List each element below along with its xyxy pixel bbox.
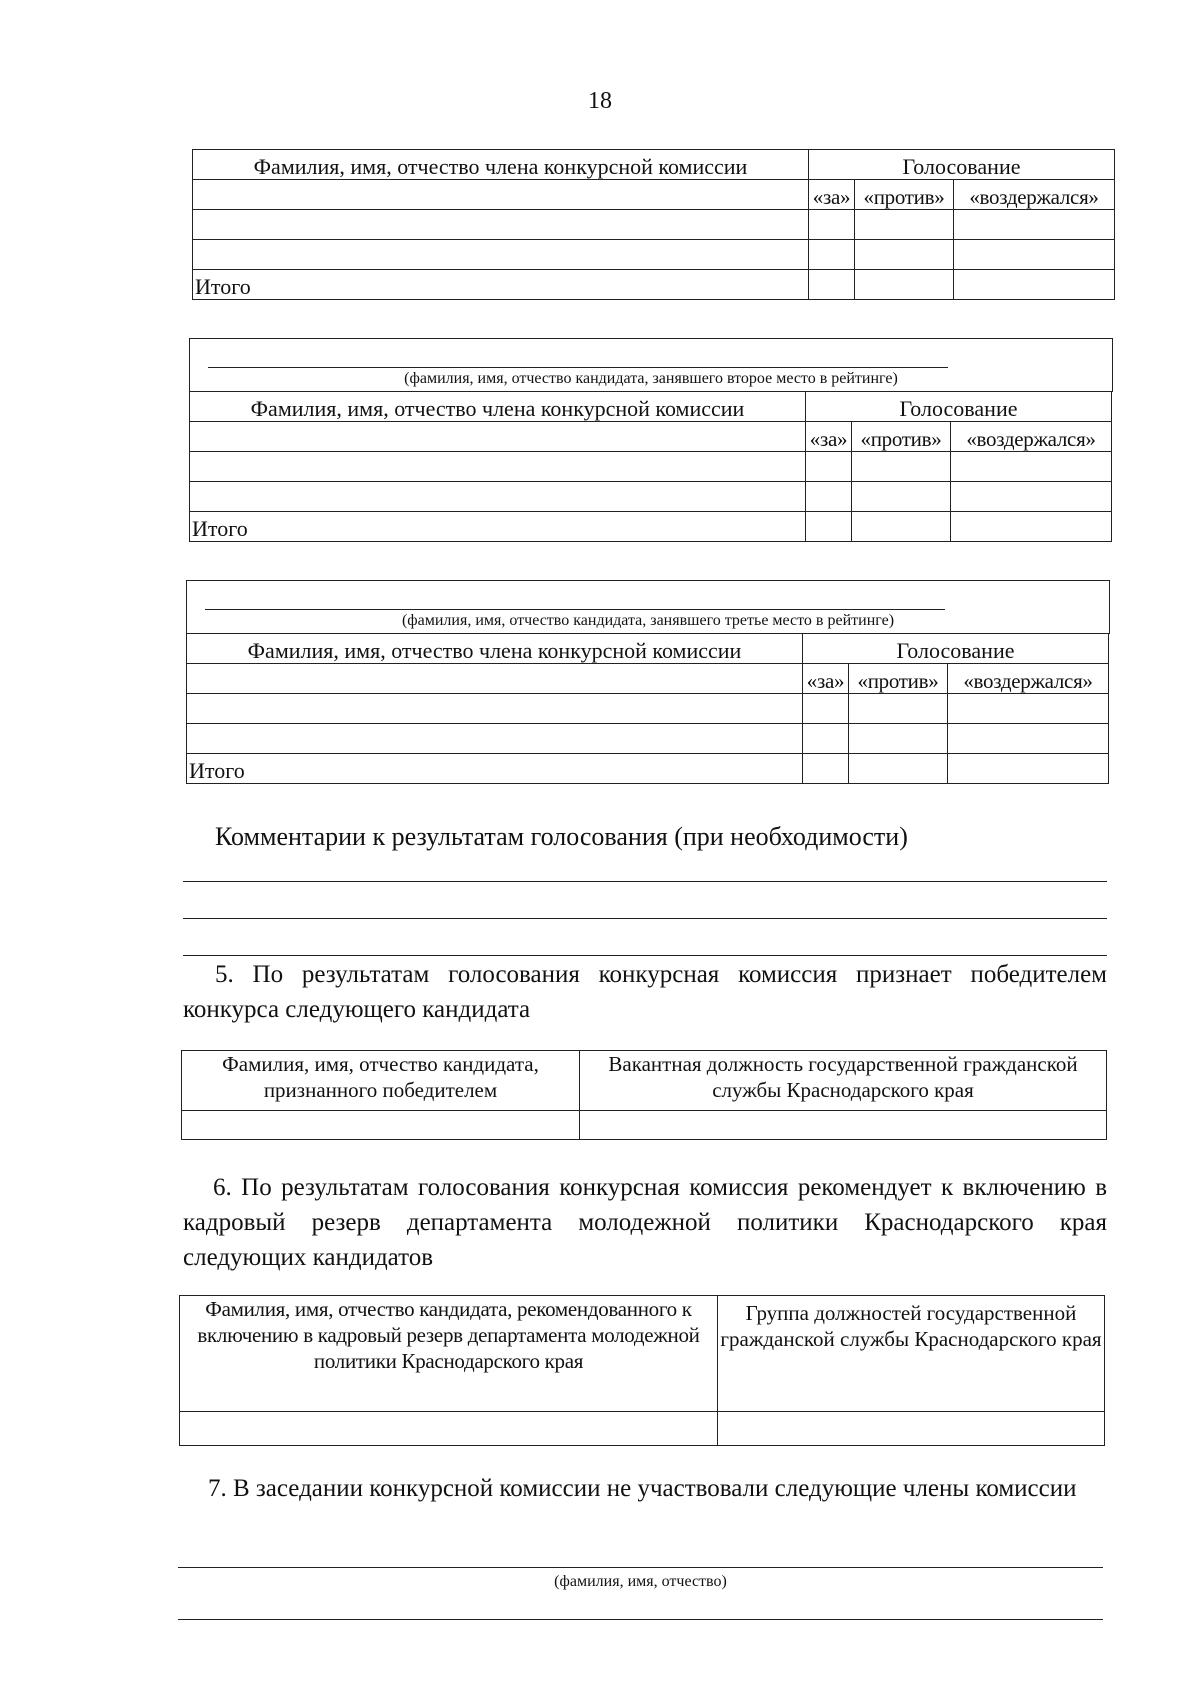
absent-member-caption: (фамилия, имя, отчество) bbox=[554, 1573, 727, 1590]
absent-member-line bbox=[178, 1567, 1103, 1568]
comment-line bbox=[183, 918, 1107, 919]
header-voting: Голосование bbox=[809, 150, 1115, 180]
total-label: Итого bbox=[193, 270, 809, 300]
table-row bbox=[187, 694, 1109, 724]
table-row bbox=[193, 210, 1115, 240]
candidate-caption: (фамилия, имя, отчество кандидата, занявшего второе место в рейтинге) bbox=[404, 370, 898, 387]
col-against: «против» bbox=[855, 180, 954, 210]
col-against: «против» bbox=[849, 664, 948, 694]
absent-member-line bbox=[178, 1619, 1103, 1620]
header-voting: Голосование bbox=[803, 634, 1109, 664]
candidate-third-frame bbox=[186, 580, 1110, 634]
vote-table-third bbox=[186, 633, 1109, 784]
col-for: «за» bbox=[809, 180, 855, 210]
candidate-name-line bbox=[205, 609, 945, 610]
total-label: Итого bbox=[190, 512, 806, 542]
winner-name-header: Фамилия, имя, отчество кандидата, признанного победителем bbox=[182, 1051, 580, 1111]
col-abstain: «воздержался» bbox=[951, 422, 1112, 452]
member-cell bbox=[193, 180, 809, 210]
col-abstain: «воздержался» bbox=[948, 664, 1109, 694]
section-5-text: 5. По результатам голосования конкурсная комиссия признает победителем конкурса следующего кандидата bbox=[183, 961, 1107, 1023]
table-row bbox=[180, 1412, 1105, 1446]
candidate-caption: (фамилия, имя, отчество кандидата, занявшего третье место в рейтинге) bbox=[401, 612, 895, 629]
col-abstain: «воздержался» bbox=[954, 180, 1115, 210]
member-cell bbox=[190, 422, 806, 452]
candidate-second-frame bbox=[189, 338, 1113, 392]
comment-line bbox=[183, 881, 1107, 882]
vacant-position-header: Вакантная должность государственной гражданской службы Краснодарского края bbox=[580, 1051, 1107, 1111]
col-for: «за» bbox=[806, 422, 852, 452]
col-for: «за» bbox=[803, 664, 849, 694]
header-member: Фамилия, имя, отчество члена конкурсной комиссии bbox=[193, 150, 809, 180]
table-row bbox=[190, 452, 1112, 482]
vote-table-second bbox=[189, 391, 1112, 542]
col-against: «против» bbox=[852, 422, 951, 452]
table-row bbox=[193, 240, 1115, 270]
table-row bbox=[187, 724, 1109, 754]
section-6-text: 6. По результатам голосования конкурсная комиссия рекомендует к включению в кадровый резерв департамента молодежной политики Краснодарского края следующих кандидатов bbox=[183, 1174, 1107, 1271]
header-member: Фамилия, имя, отчество члена конкурсной комиссии bbox=[187, 634, 803, 664]
header-voting: Голосование bbox=[806, 392, 1112, 422]
candidate-name-line bbox=[208, 367, 948, 368]
vote-table-first bbox=[192, 149, 1115, 300]
section-7-text: 7. В заседании конкурсной комиссии не участвовали следующие члены комиссии bbox=[208, 1475, 1077, 1502]
comment-line bbox=[183, 955, 1107, 956]
header-member: Фамилия, имя, отчество члена конкурсной комиссии bbox=[190, 392, 806, 422]
table-row bbox=[182, 1111, 1107, 1140]
reserve-table bbox=[179, 1295, 1105, 1446]
position-group-header: Группа должностей государственной гражданской службы Краснодарского края bbox=[718, 1296, 1105, 1412]
winner-table bbox=[181, 1050, 1107, 1140]
comments-label: Комментарии к результатам голосования (при необходимости) bbox=[215, 822, 908, 851]
reserve-candidate-header: Фамилия, имя, отчество кандидата, рекомендованного к включению в кадровый резерв департамента молодежной политики Краснодарского края bbox=[180, 1296, 718, 1412]
total-label: Итого bbox=[187, 754, 803, 784]
table-row bbox=[190, 482, 1112, 512]
page-number: 18 bbox=[588, 88, 612, 114]
member-cell bbox=[187, 664, 803, 694]
